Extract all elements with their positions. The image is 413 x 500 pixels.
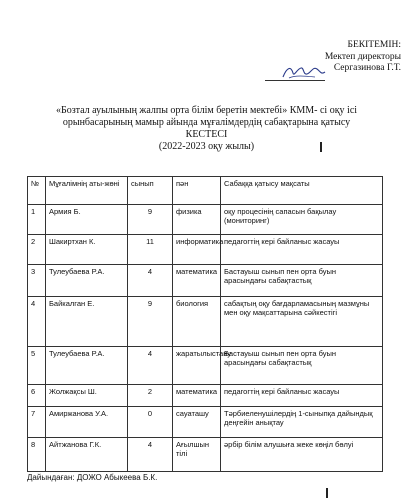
row-num: 1 — [28, 205, 46, 235]
schedule-table — [27, 176, 383, 472]
row-teacher: Жолжақсы Ш. — [46, 385, 128, 407]
row-purpose: Тәрбиеленушілердің 1-сыныпқа дайындық деңгейін анықтау — [221, 407, 383, 438]
table-row — [28, 205, 383, 235]
row-purpose: әрбір білім алушыға жеке көңіл бөлуі — [221, 438, 383, 472]
row-grade: 4 — [128, 347, 173, 385]
row-teacher: Амиржанова У.А. — [46, 407, 128, 438]
table-row — [28, 297, 383, 347]
row-purpose: Бастауыш сынып пен орта буын арасындағы сабақтастық — [221, 265, 383, 297]
row-purpose: сабақтың оқу бағдарламасының мазмұны мен оқу мақсаттарына сәйкестігі — [221, 297, 383, 347]
row-subject: математика — [173, 385, 221, 407]
row-subject: жаратылыстану — [173, 347, 221, 385]
row-teacher: Шакиртхан К. — [46, 235, 128, 265]
table-row — [28, 385, 383, 407]
row-num: 8 — [28, 438, 46, 472]
table-row — [28, 438, 383, 472]
title-line-4: (2022-2023 оқу жылы) — [158, 141, 255, 152]
title-line-1: «Бозтал ауылының жалпы орта білім беретін мектебі» КММ- сі оқу ісі — [55, 105, 358, 116]
header-teacher: Мұғалімнің аты-жөні — [46, 177, 128, 205]
row-subject: информатика — [173, 235, 221, 265]
row-num: 4 — [28, 297, 46, 347]
row-subject: Ағылшын тілі — [173, 438, 221, 472]
row-grade: 9 — [128, 297, 173, 347]
table-row — [28, 407, 383, 438]
row-teacher: Байкалган Е. — [46, 297, 128, 347]
row-grade: 0 — [128, 407, 173, 438]
header-grade: сынып — [128, 177, 173, 205]
row-purpose: оқу процесінің сапасын бақылау (мониторинг) — [221, 205, 383, 235]
scan-mark — [320, 142, 322, 152]
approval-position: Мектеп директоры — [324, 51, 401, 62]
title-line-2: орынбасарының мамыр айында мұғалімдердің сабақтарына қатысу — [62, 117, 351, 128]
row-grade: 2 — [128, 385, 173, 407]
row-subject: математика — [173, 265, 221, 297]
header-subject: пән — [173, 177, 221, 205]
row-purpose: педагогтің кері байланыс жасауы — [221, 385, 383, 407]
row-subject: физика — [173, 205, 221, 235]
table-header-row — [28, 177, 383, 205]
director-signature — [281, 63, 327, 81]
approval-name: Сергазинова Г.Т. — [333, 63, 401, 73]
header-num: № — [28, 177, 46, 205]
row-num: 2 — [28, 235, 46, 265]
row-subject: сауаташу — [173, 407, 221, 438]
row-grade: 4 — [128, 265, 173, 297]
row-purpose: Бастауыш сынып пен орта буын арасындағы сабақтастық — [221, 347, 383, 385]
row-num: 5 — [28, 347, 46, 385]
row-purpose: педагогтің кері байланыс жасауы — [221, 235, 383, 265]
document-title — [0, 105, 413, 153]
prepared-by: Дайындаған: ДОЖО Абыкеева Б.К. — [27, 473, 158, 482]
header-purpose: Сабаққа қатысу мақсаты — [221, 177, 383, 205]
table-row — [28, 347, 383, 385]
row-teacher: Тулеубаева Р.А. — [46, 265, 128, 297]
scan-mark — [326, 488, 328, 498]
row-grade: 9 — [128, 205, 173, 235]
row-teacher: Армия Б. — [46, 205, 128, 235]
row-teacher: Айтжанова Г.К. — [46, 438, 128, 472]
row-grade: 4 — [128, 438, 173, 472]
row-num: 7 — [28, 407, 46, 438]
row-num: 6 — [28, 385, 46, 407]
table-row — [28, 235, 383, 265]
table-row — [28, 265, 383, 297]
row-grade: 11 — [128, 235, 173, 265]
approval-label: БЕКІТЕМІН: — [347, 40, 401, 50]
row-num: 3 — [28, 265, 46, 297]
row-subject: биология — [173, 297, 221, 347]
row-teacher: Тулеубаева Р.А. — [46, 347, 128, 385]
title-line-3: КЕСТЕСІ — [185, 129, 228, 140]
